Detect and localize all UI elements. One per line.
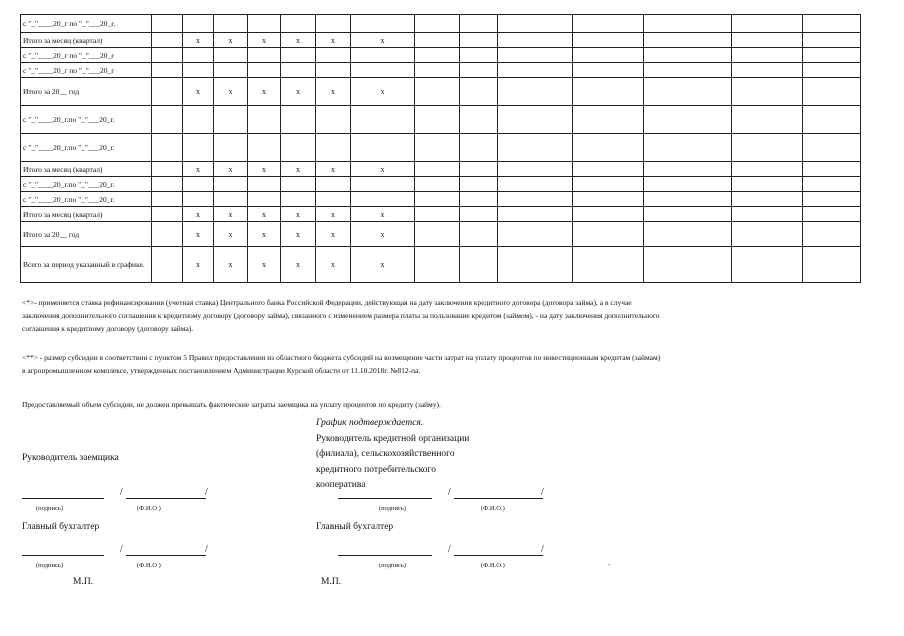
table-row: [21, 134, 861, 162]
lender-signature-line: [338, 498, 432, 499]
table-cell: [498, 177, 573, 192]
table-cell: [732, 48, 803, 63]
not-applicable-mark: х: [248, 162, 281, 177]
table-cell: [573, 15, 644, 33]
table-cell: [415, 162, 460, 177]
not-applicable-mark: х: [351, 207, 415, 222]
table-cell: [351, 15, 415, 33]
not-applicable-mark: х: [248, 222, 281, 247]
table-cell: [351, 106, 415, 134]
stamp-place-left: М.П.: [73, 577, 94, 587]
not-applicable-mark: х: [183, 207, 214, 222]
table-cell: [351, 134, 415, 162]
table-cell: [644, 247, 732, 283]
signature-caption: (подпись): [379, 505, 406, 512]
not-applicable-mark: х: [281, 222, 316, 247]
table-cell: [573, 63, 644, 78]
table-cell: [498, 106, 573, 134]
table-cell: [644, 207, 732, 222]
table-cell: [415, 134, 460, 162]
table-row: [21, 162, 861, 177]
not-applicable-mark: х: [281, 247, 316, 283]
separator-slash: /: [448, 487, 451, 498]
not-applicable-mark: х: [183, 78, 214, 106]
table-cell: [281, 48, 316, 63]
table-cell: [183, 106, 214, 134]
table-cell: [415, 48, 460, 63]
confirm-title: График подтверждается.: [316, 418, 424, 428]
table-cell: [152, 134, 183, 162]
table-cell: [644, 78, 732, 106]
table-cell: [644, 177, 732, 192]
table-cell: [415, 15, 460, 33]
table-cell: [498, 222, 573, 247]
not-applicable-mark: х: [214, 162, 248, 177]
table-cell: [573, 33, 644, 48]
borrower-name-line: [126, 498, 206, 499]
table-row: [21, 247, 861, 283]
not-applicable-mark: х: [183, 247, 214, 283]
table-cell: [573, 177, 644, 192]
not-applicable-mark: х: [316, 162, 351, 177]
table-cell: [498, 134, 573, 162]
not-applicable-mark: х: [248, 78, 281, 106]
lender-name-line: [454, 498, 543, 499]
table-cell: [415, 33, 460, 48]
not-applicable-mark: х: [351, 222, 415, 247]
not-applicable-mark: х: [316, 247, 351, 283]
table-row: [21, 177, 861, 192]
table-cell: [281, 177, 316, 192]
table-cell: [803, 247, 861, 283]
signature-caption: (подпись): [36, 562, 63, 569]
borrower-head-label: Руководитель заемщика: [22, 453, 119, 463]
table-cell: [351, 48, 415, 63]
lender-accountant-label: Главный бухгалтер: [316, 522, 394, 532]
lender-accountant-name-line: [454, 555, 543, 556]
table-cell: [573, 134, 644, 162]
table-cell: [152, 192, 183, 207]
table-cell: [460, 247, 498, 283]
table-row: [21, 33, 861, 48]
table-cell: [248, 192, 281, 207]
name-caption: (Ф.И.О ): [137, 505, 161, 512]
row-period-label: Итого за месяц (квартал): [21, 33, 152, 48]
table-row: [21, 15, 861, 33]
table-cell: [415, 63, 460, 78]
table-cell: [152, 177, 183, 192]
table-cell: [316, 134, 351, 162]
table-cell: [498, 247, 573, 283]
name-caption: (Ф.И.О.): [481, 505, 505, 512]
table-cell: [248, 48, 281, 63]
confirm-line-3: кредитного потребительского: [316, 464, 436, 475]
table-cell: [573, 207, 644, 222]
not-applicable-mark: х: [183, 222, 214, 247]
separator-slash: /: [120, 544, 123, 555]
not-applicable-mark: х: [281, 78, 316, 106]
not-applicable-mark: х: [351, 247, 415, 283]
table-cell: [415, 247, 460, 283]
separator-slash: /: [120, 487, 123, 498]
table-cell: [152, 222, 183, 247]
table-cell: [183, 15, 214, 33]
table-cell: [316, 177, 351, 192]
not-applicable-mark: х: [316, 207, 351, 222]
not-applicable-mark: х: [183, 33, 214, 48]
separator-slash: /: [541, 487, 544, 498]
borrower-accountant-label: Главный бухгалтер: [22, 522, 100, 532]
table-cell: [415, 222, 460, 247]
table-cell: [803, 33, 861, 48]
borrower-signature-line: [22, 498, 104, 499]
signature-caption: (подпись): [379, 562, 406, 569]
row-period-label: Итого за 20__ год: [21, 78, 152, 106]
table-cell: [214, 192, 248, 207]
table-cell: [644, 192, 732, 207]
separator-slash: /: [541, 544, 544, 555]
table-cell: [316, 63, 351, 78]
not-applicable-mark: х: [183, 162, 214, 177]
row-period-label: с "_"____20_г по "_"___20_г.: [21, 15, 152, 33]
table-cell: [152, 207, 183, 222]
table-cell: [498, 207, 573, 222]
table-cell: [281, 192, 316, 207]
table-row: [21, 63, 861, 78]
row-period-label: с "_"____20_г.по "_"___20_г.: [21, 192, 152, 207]
table-cell: [460, 222, 498, 247]
not-applicable-mark: х: [316, 33, 351, 48]
table-cell: [152, 15, 183, 33]
not-applicable-mark: х: [351, 78, 415, 106]
table-cell: [415, 106, 460, 134]
table-cell: [460, 162, 498, 177]
row-period-label: с "_"____20_г.по "_"___20_г.: [21, 134, 152, 162]
table-cell: [415, 78, 460, 106]
table-cell: [573, 162, 644, 177]
table-cell: [152, 106, 183, 134]
name-caption: (Ф.И.О ): [137, 562, 161, 569]
table-cell: [214, 134, 248, 162]
table-cell: [183, 177, 214, 192]
table-cell: [152, 78, 183, 106]
table-cell: [644, 222, 732, 247]
table-cell: [644, 162, 732, 177]
table-row: [21, 48, 861, 63]
table-cell: [460, 106, 498, 134]
row-period-label: Итого за месяц (квартал): [21, 162, 152, 177]
table-cell: [732, 222, 803, 247]
row-period-label: Итого за 20__ год: [21, 222, 152, 247]
lender-accountant-signature-line: [338, 555, 432, 556]
borrower-accountant-signature-line: [22, 555, 104, 556]
confirm-line-1: Руководитель кредитной организации: [316, 433, 470, 444]
table-cell: [214, 106, 248, 134]
footnote-subsidy-size: <**> - размер субсидии в соответствии с пунктом 5 Правил предоставления из областного бюджета субсидий на возмещение части затрат на уплату процентов по инвестиционным кредитам (займам) в агропромышленном комплексе, утвержденных постановлением Администрации Курской области от 11.10.2018г. №812-па.: [22, 353, 661, 375]
table-cell: [248, 177, 281, 192]
table-cell: [351, 63, 415, 78]
table-cell: [732, 63, 803, 78]
table-cell: [803, 192, 861, 207]
table-cell: [803, 177, 861, 192]
not-applicable-mark: х: [214, 207, 248, 222]
not-applicable-mark: х: [281, 33, 316, 48]
footnote-refinancing-rate: <*>- применяется ставка рефинансирования (учетная ставка) Центрального банка Российской Федерации, действующая на дату заключения кредитного договора (договора займа), а в случае заключения дополнительного соглашения к кредитному договору (договору займа), связанного с изменением размера платы за пользование кредитом (займом), - на дату заключения дополнительного соглашения к кредитному договору (договору займа).: [22, 298, 660, 333]
stamp-place-right: М.П.: [321, 577, 342, 587]
not-applicable-mark: х: [248, 33, 281, 48]
table-cell: [644, 106, 732, 134]
table-cell: [644, 63, 732, 78]
table-cell: [498, 48, 573, 63]
table-cell: [644, 134, 732, 162]
table-cell: [732, 192, 803, 207]
table-cell: [732, 162, 803, 177]
table-cell: [732, 247, 803, 283]
confirm-line-4: кооператива: [316, 480, 366, 490]
table-cell: [460, 192, 498, 207]
table-cell: [498, 162, 573, 177]
table-cell: [803, 48, 861, 63]
table-cell: [498, 192, 573, 207]
table-cell: [460, 48, 498, 63]
table-cell: [281, 15, 316, 33]
not-applicable-mark: х: [316, 78, 351, 106]
table-cell: [732, 78, 803, 106]
table-cell: [214, 48, 248, 63]
table-cell: [803, 162, 861, 177]
separator-slash: /: [205, 487, 208, 498]
table-cell: [460, 15, 498, 33]
table-cell: [732, 177, 803, 192]
table-cell: [573, 106, 644, 134]
table-cell: [415, 177, 460, 192]
row-period-label: с "_"____20_г.по "_"___20_г.: [21, 177, 152, 192]
table-cell: [803, 106, 861, 134]
table-cell: [460, 177, 498, 192]
table-cell: [573, 78, 644, 106]
not-applicable-mark: х: [214, 78, 248, 106]
table-cell: [573, 247, 644, 283]
table-cell: [316, 192, 351, 207]
table-cell: [803, 207, 861, 222]
table-cell: [316, 15, 351, 33]
table-cell: [152, 247, 183, 283]
not-applicable-mark: х: [316, 222, 351, 247]
not-applicable-mark: х: [214, 33, 248, 48]
table-cell: [498, 33, 573, 48]
table-row: [21, 192, 861, 207]
table-cell: [498, 78, 573, 106]
table-cell: [573, 192, 644, 207]
not-applicable-mark: х: [214, 247, 248, 283]
table-cell: [351, 177, 415, 192]
table-cell: [803, 78, 861, 106]
not-applicable-mark: х: [248, 207, 281, 222]
table-cell: [803, 15, 861, 33]
confirm-line-2: (филиала), сельскохозяйственного: [316, 449, 455, 459]
table-cell: [281, 106, 316, 134]
separator-slash: /: [205, 544, 208, 555]
table-cell: [803, 63, 861, 78]
not-applicable-mark: х: [281, 207, 316, 222]
row-period-label: с "_"____20_г по "_"___20_г: [21, 48, 152, 63]
table-cell: [152, 162, 183, 177]
table-cell: [214, 177, 248, 192]
table-cell: [281, 134, 316, 162]
row-period-label: с "_"____20_г.по "_"___20_г.: [21, 106, 152, 134]
table-cell: [214, 15, 248, 33]
table-cell: [460, 33, 498, 48]
not-applicable-mark: х: [281, 162, 316, 177]
stray-dot: .: [608, 558, 610, 567]
table-row: [21, 106, 861, 134]
table-cell: [152, 48, 183, 63]
table-cell: [732, 33, 803, 48]
table-cell: [460, 134, 498, 162]
not-applicable-mark: х: [351, 33, 415, 48]
row-period-label: с "_"____20_г по "_"___20_г: [21, 63, 152, 78]
table-cell: [732, 15, 803, 33]
confirmation-block: [316, 416, 469, 494]
row-period-label: Итого за месяц (квартал): [21, 207, 152, 222]
table-cell: [460, 207, 498, 222]
table-cell: [644, 48, 732, 63]
table-cell: [573, 48, 644, 63]
table-cell: [803, 134, 861, 162]
table-cell: [803, 222, 861, 247]
table-cell: [573, 222, 644, 247]
table-cell: [316, 48, 351, 63]
table-cell: [316, 106, 351, 134]
table-cell: [351, 192, 415, 207]
row-period-label: Всего за период указанный в графике.: [21, 247, 152, 283]
table-row: [21, 207, 861, 222]
table-cell: [644, 15, 732, 33]
table-cell: [281, 63, 316, 78]
table-cell: [152, 63, 183, 78]
table-cell: [460, 78, 498, 106]
not-applicable-mark: х: [351, 162, 415, 177]
table-cell: [183, 134, 214, 162]
name-caption: (Ф.И.О.): [481, 562, 505, 569]
table-cell: [732, 106, 803, 134]
not-applicable-mark: х: [248, 247, 281, 283]
table-cell: [498, 63, 573, 78]
footnote-subsidy-limit: Предоставляемый объем субсидии, не должен превышать фактические затраты заемщика на уплату процентов по кредиту (займу).: [22, 400, 441, 409]
borrower-accountant-name-line: [126, 555, 206, 556]
table-cell: [415, 207, 460, 222]
table-cell: [183, 48, 214, 63]
table-cell: [732, 207, 803, 222]
not-applicable-mark: х: [214, 222, 248, 247]
signature-caption: (подпись): [36, 505, 63, 512]
table-row: [21, 222, 861, 247]
table-cell: [183, 192, 214, 207]
table-cell: [248, 63, 281, 78]
table-cell: [152, 33, 183, 48]
table-cell: [248, 106, 281, 134]
table-cell: [248, 15, 281, 33]
table-cell: [415, 192, 460, 207]
table-row: [21, 78, 861, 106]
subsidy-schedule-table: [20, 14, 861, 283]
table-cell: [732, 134, 803, 162]
separator-slash: /: [448, 544, 451, 555]
table-cell: [248, 134, 281, 162]
table-cell: [498, 15, 573, 33]
table-cell: [644, 33, 732, 48]
table-cell: [214, 63, 248, 78]
table-cell: [183, 63, 214, 78]
table-cell: [460, 63, 498, 78]
